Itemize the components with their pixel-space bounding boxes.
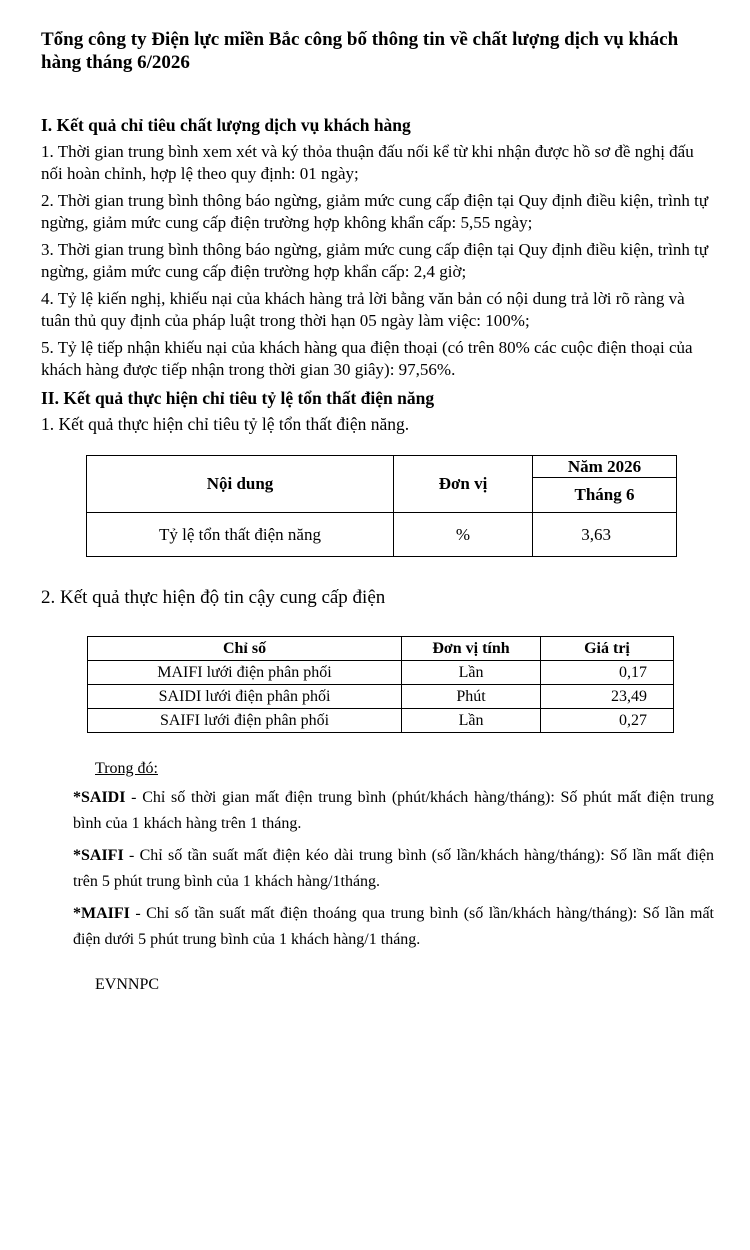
header-content: Nội dung: [87, 456, 394, 513]
row-value: 3,63: [533, 513, 677, 557]
definition-text: - Chỉ số tần suất mất điện kéo dài trung bình (số lần/khách hàng/tháng): Số lần mất điện trên 5 phút trung bình của 1 khách hàng/1tháng.: [73, 847, 714, 890]
section-2-heading: II. Kết quả thực hiện chỉ tiêu tỷ lệ tổn thất điện năng: [41, 388, 435, 408]
section-1-item: 2. Thời gian trung bình thông báo ngừng, giảm mức cung cấp điện tại Quy định điều kiện, trình tự ngừng, giảm mức cung cấp điện trường hợp không khẩn cấp: 5,55 ngày;: [41, 191, 709, 232]
row-unit: Lần: [402, 709, 541, 733]
section-1-item: 1. Thời gian trung bình xem xét và ký thỏa thuận đấu nối kể từ khi nhận được hồ sơ đề nghị đấu nối hoàn chỉnh, hợp lệ theo quy định: 01 ngày;: [41, 142, 694, 183]
row-value: 0,17: [541, 661, 674, 685]
row-name: MAIFI lưới điện phân phối: [88, 661, 402, 685]
definition-term: *MAIFI: [73, 905, 130, 922]
footer-signature: EVNNPC: [95, 976, 160, 993]
definition-saidi: [73, 785, 714, 837]
header-month: Tháng 6: [533, 478, 677, 513]
definition-term: *SAIFI: [73, 847, 124, 864]
notes-heading: Trong đó:: [95, 760, 158, 777]
row-unit: Phút: [402, 685, 541, 709]
header-unit: Đơn vị: [394, 456, 533, 513]
row-name: SAIDI lưới điện phân phối: [88, 685, 402, 709]
row-value: 23,49: [541, 685, 674, 709]
section-2-subheading-2: 2. Kết quả thực hiện độ tin cậy cung cấp điện: [41, 587, 386, 608]
row-value: 0,27: [541, 709, 674, 733]
header-year: Năm 2026: [533, 456, 677, 478]
table-row: [88, 661, 674, 685]
table-row: [88, 685, 674, 709]
section-1-list: [41, 141, 714, 381]
section-2-subheading-1: 1. Kết quả thực hiện chỉ tiêu tỷ lệ tổn thất điện năng.: [41, 414, 410, 434]
header-value: Giá trị: [541, 637, 674, 661]
section-1-item: 3. Thời gian trung bình thông báo ngừng, giảm mức cung cấp điện tại Quy định điều kiện, trình tự ngừng, giảm mức cung cấp điện trường hợp khẩn cấp: 2,4 giờ;: [41, 240, 709, 281]
table-row: [87, 513, 677, 557]
power-loss-table: [86, 455, 677, 557]
document-title: Tổng công ty Điện lực miền Bắc công bố thông tin về chất lượng dịch vụ khách hàng tháng 6/2026: [41, 29, 679, 73]
row-name: SAIFI lưới điện phân phối: [88, 709, 402, 733]
definition-maifi: [73, 901, 714, 953]
section-1-item: 4. Tỷ lệ kiến nghị, khiếu nại của khách hàng trả lời bằng văn bản có nội dung trả lời rõ ràng và tuân thủ quy định của pháp luật trong thời hạn 05 ngày làm việc: 100%;: [41, 289, 685, 330]
row-content: Tỷ lệ tổn thất điện năng: [87, 513, 394, 557]
definition-text: - Chỉ số tần suất mất điện thoáng qua trung bình (số lần/khách hàng/tháng): Số lần mất điện dưới 5 phút trung bình của 1 khách hàng/1 tháng.: [73, 905, 714, 948]
reliability-table: [87, 636, 674, 733]
definition-saifi: [73, 843, 714, 895]
header-index: Chỉ số: [88, 637, 402, 661]
table-row: [88, 709, 674, 733]
row-unit: %: [394, 513, 533, 557]
header-unit: Đơn vị tính: [402, 637, 541, 661]
definition-term: *SAIDI: [73, 789, 126, 806]
section-1-item: 5. Tỷ lệ tiếp nhận khiếu nại của khách hàng qua điện thoại (có trên 80% các cuộc điện thoại của khách hàng được tiếp nhận trong thời gian 30 giây): 97,56%.: [41, 338, 693, 379]
section-1-heading: I. Kết quả chỉ tiêu chất lượng dịch vụ khách hàng: [41, 115, 411, 135]
definition-text: - Chỉ số thời gian mất điện trung bình (phút/khách hàng/tháng): Số phút mất điện trung bình của 1 khách hàng trên 1 tháng.: [73, 789, 714, 832]
row-unit: Lần: [402, 661, 541, 685]
